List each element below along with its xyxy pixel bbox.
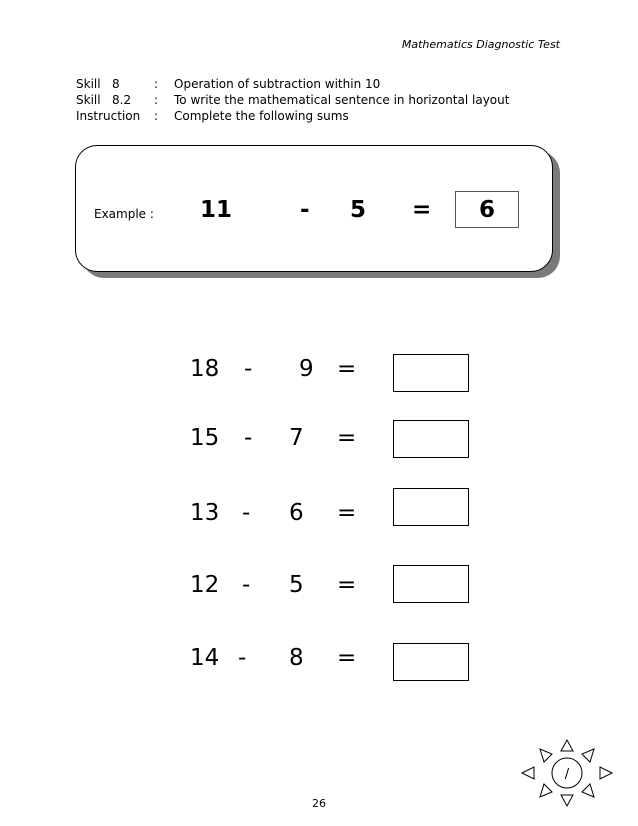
meta-value: Operation of subtraction within 10: [174, 77, 381, 91]
example-subtrahend: 5: [350, 197, 367, 223]
question-row: [0, 572, 638, 612]
answer-box[interactable]: [393, 354, 469, 392]
example-label: Example :: [94, 207, 154, 221]
meta-label: Instruction: [76, 109, 141, 123]
question-subtrahend: 7: [289, 425, 304, 451]
question-row: [0, 645, 638, 685]
question-equals: =: [337, 572, 357, 598]
question-equals: =: [337, 356, 357, 382]
question-row: [0, 425, 638, 465]
question-operator: -: [242, 572, 251, 598]
question-equals: =: [337, 500, 357, 526]
meta-number: 8.2: [112, 93, 132, 107]
question-subtrahend: 5: [289, 572, 304, 598]
answer-box[interactable]: [393, 643, 469, 681]
example-operator: -: [300, 197, 310, 223]
example-answer: 6: [478, 197, 495, 223]
question-operator: -: [242, 500, 251, 526]
page-header-title: Mathematics Diagnostic Test: [401, 38, 560, 51]
meta-colon: :: [154, 109, 159, 123]
answer-box[interactable]: [393, 565, 469, 603]
question-subtrahend: 9: [299, 356, 314, 382]
example-minuend: 11: [200, 197, 233, 223]
question-operator: -: [244, 425, 253, 451]
page-number: 26: [312, 797, 326, 810]
meta-colon: :: [154, 77, 159, 91]
example-equals: =: [412, 197, 432, 223]
meta-number: 8: [112, 77, 120, 91]
question-row: [0, 500, 638, 540]
question-minuend: 15: [190, 425, 220, 451]
meta-value: To write the mathematical sentence in horizontal layout: [174, 93, 510, 107]
question-equals: =: [337, 425, 357, 451]
question-subtrahend: 8: [289, 645, 304, 671]
question-operator: -: [244, 356, 253, 382]
meta-value: Complete the following sums: [174, 109, 349, 123]
question-subtrahend: 6: [289, 500, 304, 526]
question-minuend: 13: [190, 500, 220, 526]
question-minuend: 12: [190, 572, 220, 598]
answer-box[interactable]: [393, 488, 469, 526]
question-row: [0, 356, 638, 396]
question-minuend: 14: [190, 645, 220, 671]
meta-colon: :: [154, 93, 159, 107]
question-minuend: 18: [190, 356, 220, 382]
meta-label: Skill: [76, 77, 101, 91]
mark-slash: /: [564, 767, 570, 782]
question-equals: =: [337, 645, 357, 671]
answer-box[interactable]: [393, 420, 469, 458]
question-operator: -: [238, 645, 247, 671]
meta-label: Skill: [76, 93, 101, 107]
